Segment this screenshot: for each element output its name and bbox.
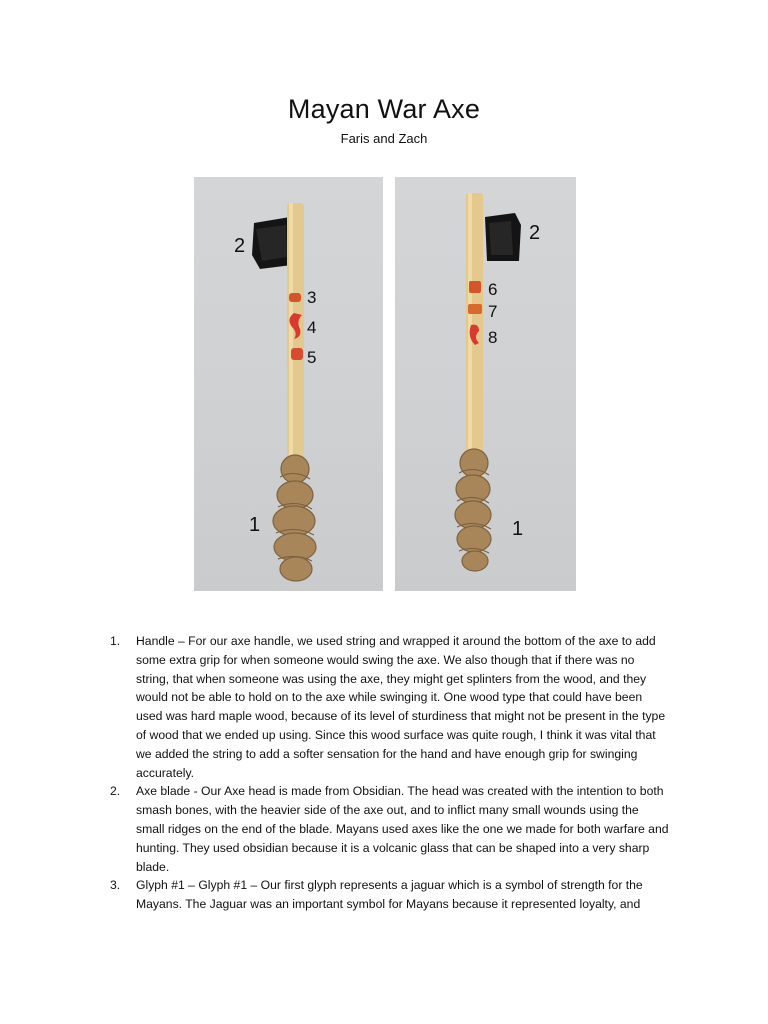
list-item-number: 2.: [110, 784, 121, 799]
label-4: 4: [307, 318, 317, 337]
document-authors: Faris and Zach: [340, 131, 428, 146]
label-3: 3: [307, 288, 317, 307]
glyph-7: [468, 304, 482, 314]
label-8: 8: [488, 328, 498, 347]
label-5: 5: [307, 348, 317, 367]
axe-photo-left: [194, 177, 383, 591]
axe-illustration-left: [194, 177, 383, 591]
glyph-5: [291, 348, 303, 360]
list-item: [110, 632, 670, 782]
document-title: Mayan War Axe: [287, 94, 481, 124]
label-2: 2: [529, 222, 541, 244]
list-item-text: Axe blade - Our Axe head is made from Obsidian. The head was created with the intention to both smash bones, with the heavier side of the axe out, and to inflict many small wounds using the small ridges on the end of the blade. Mayans used axes like the one we made for both warfare and hunting. They used obsidian because it is a volcanic glass that can be shaped into a very sharp blade.: [136, 784, 669, 874]
string-wrap: [273, 455, 316, 581]
label-2: 2: [234, 235, 246, 257]
label-7: 7: [488, 302, 498, 321]
numbered-list: [110, 632, 670, 914]
label-1: 1: [249, 514, 261, 536]
glyph-6: [469, 281, 481, 293]
glyph-3: [289, 293, 301, 302]
list-item-text: Glyph #1 – Glyph #1 – Our first glyph represents a jaguar which is a symbol of strength for the Mayans. The Jaguar was an important symbol for Mayans because it represented loyalty, and: [136, 878, 643, 912]
axe-illustration-right: [395, 177, 576, 591]
string-wrap: [455, 449, 491, 571]
label-1: 1: [512, 518, 524, 540]
label-6: 6: [488, 280, 498, 299]
list-item-number: 3.: [110, 878, 121, 893]
axe-photo-right: [395, 177, 576, 591]
list-item-number: 1.: [110, 634, 121, 648]
list-item: [110, 876, 670, 914]
list-item-text: Handle – For our axe handle, we used string and wrapped it around the bottom of the axe to add some extra grip for when someone would swing the axe. We also though that if there was no string, that when someone was using the axe, they might get splinters from the wood, and they would not be able to hold on to the axe while swinging it. One wood type that could have been used was hard maple wood, because of its level of sturdiness that might not be present in the type of wood that we ended up using. Since this wood surface was quite rough, I think it was vital that we added the string to add a softer sensation for the hand and have enough grip for swinging accurately.: [136, 634, 666, 780]
list-item: [110, 782, 670, 876]
